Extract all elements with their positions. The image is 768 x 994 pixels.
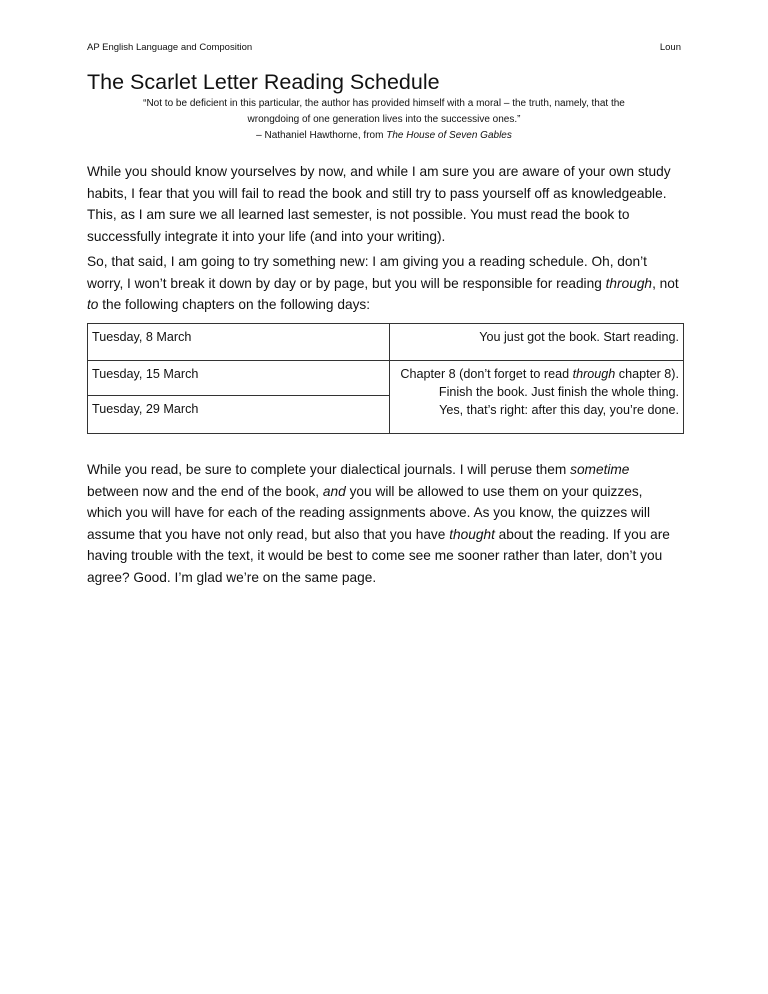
text-run: about the reading. If you are having trouble with the text, it would be best to come see me sooner rather than later, don’t you agree? Good. I’m glad we’re on the same page. [87, 526, 670, 585]
schedule-date: Tuesday, 15 March [88, 361, 390, 396]
schedule-intro-paragraph [87, 251, 681, 316]
intro-paragraph: While you should know yourselves by now, and while I am sure you are aware of your own study habits, I fear that you will fail to read the book and still try to pass yourself off as knowledgeable. This, as I am sure we all learned last semester, is not possible. You must read the book to successfully integrate it into your life (and into your writing). [87, 164, 671, 244]
text-run: chapter 8). [615, 367, 679, 381]
emphasis-through: through [572, 367, 616, 381]
attribution-work: The House of Seven Gables [386, 130, 512, 141]
emphasis-thought: thought [449, 526, 495, 542]
emphasis-sometime: sometime [570, 462, 630, 477]
schedule-date: Tuesday, 8 March [88, 324, 390, 361]
schedule-task-line: Finish the book. Just finish the whole thing. [438, 385, 679, 399]
header-author: Loun [659, 42, 681, 53]
schedule-date: Tuesday, 29 March [88, 396, 390, 434]
epigraph-quote-line-2: wrongdoing of one generation lives into the successive ones.” [247, 114, 521, 125]
schedule-task [390, 361, 684, 434]
attribution-prefix: – Nathaniel Hawthorne, from [256, 130, 387, 141]
epigraph-quote-line-1: “Not to be deficient in this particular, the author has provided himself with a moral – the truth, namely, that the [143, 98, 625, 109]
text-run: While you read, be sure to complete your dialectical journals. I will peruse them [87, 462, 571, 477]
closing-paragraph [87, 459, 681, 588]
schedule-task: You just got the book. Start reading. [390, 324, 684, 361]
header-course: AP English Language and Composition [87, 42, 253, 53]
table-row [88, 324, 684, 361]
table-row [88, 361, 684, 396]
emphasis-to: to [87, 297, 99, 312]
text-run: Chapter 8 (don’t forget to read [400, 367, 573, 381]
epigraph [87, 96, 681, 144]
document-title: The Scarlet Letter Reading Schedule [87, 70, 440, 94]
reading-schedule-table [87, 323, 684, 434]
emphasis-and: and [322, 483, 346, 499]
text-run: between now and the end of the book, [87, 483, 323, 499]
text-run: So, that said, I am going to try something new: I am giving you a reading schedule. Oh, don’t worry, I won’t break it down by day or by page, but you will be responsible for reading [87, 254, 647, 291]
text-run: the following chapters on the following days: [98, 297, 371, 312]
text-run: you will be allowed to use them on your quizzes, which you will have for each of the reading assignments above. As you know, the quizzes will assume that you have not only read, but also that you have [87, 483, 651, 542]
page-header [87, 42, 681, 56]
emphasis-through: through [605, 275, 653, 291]
epigraph-attribution [87, 128, 681, 144]
text-run: , not [652, 275, 679, 291]
schedule-task-line: Yes, that’s right: after this day, you’re done. [439, 403, 679, 417]
